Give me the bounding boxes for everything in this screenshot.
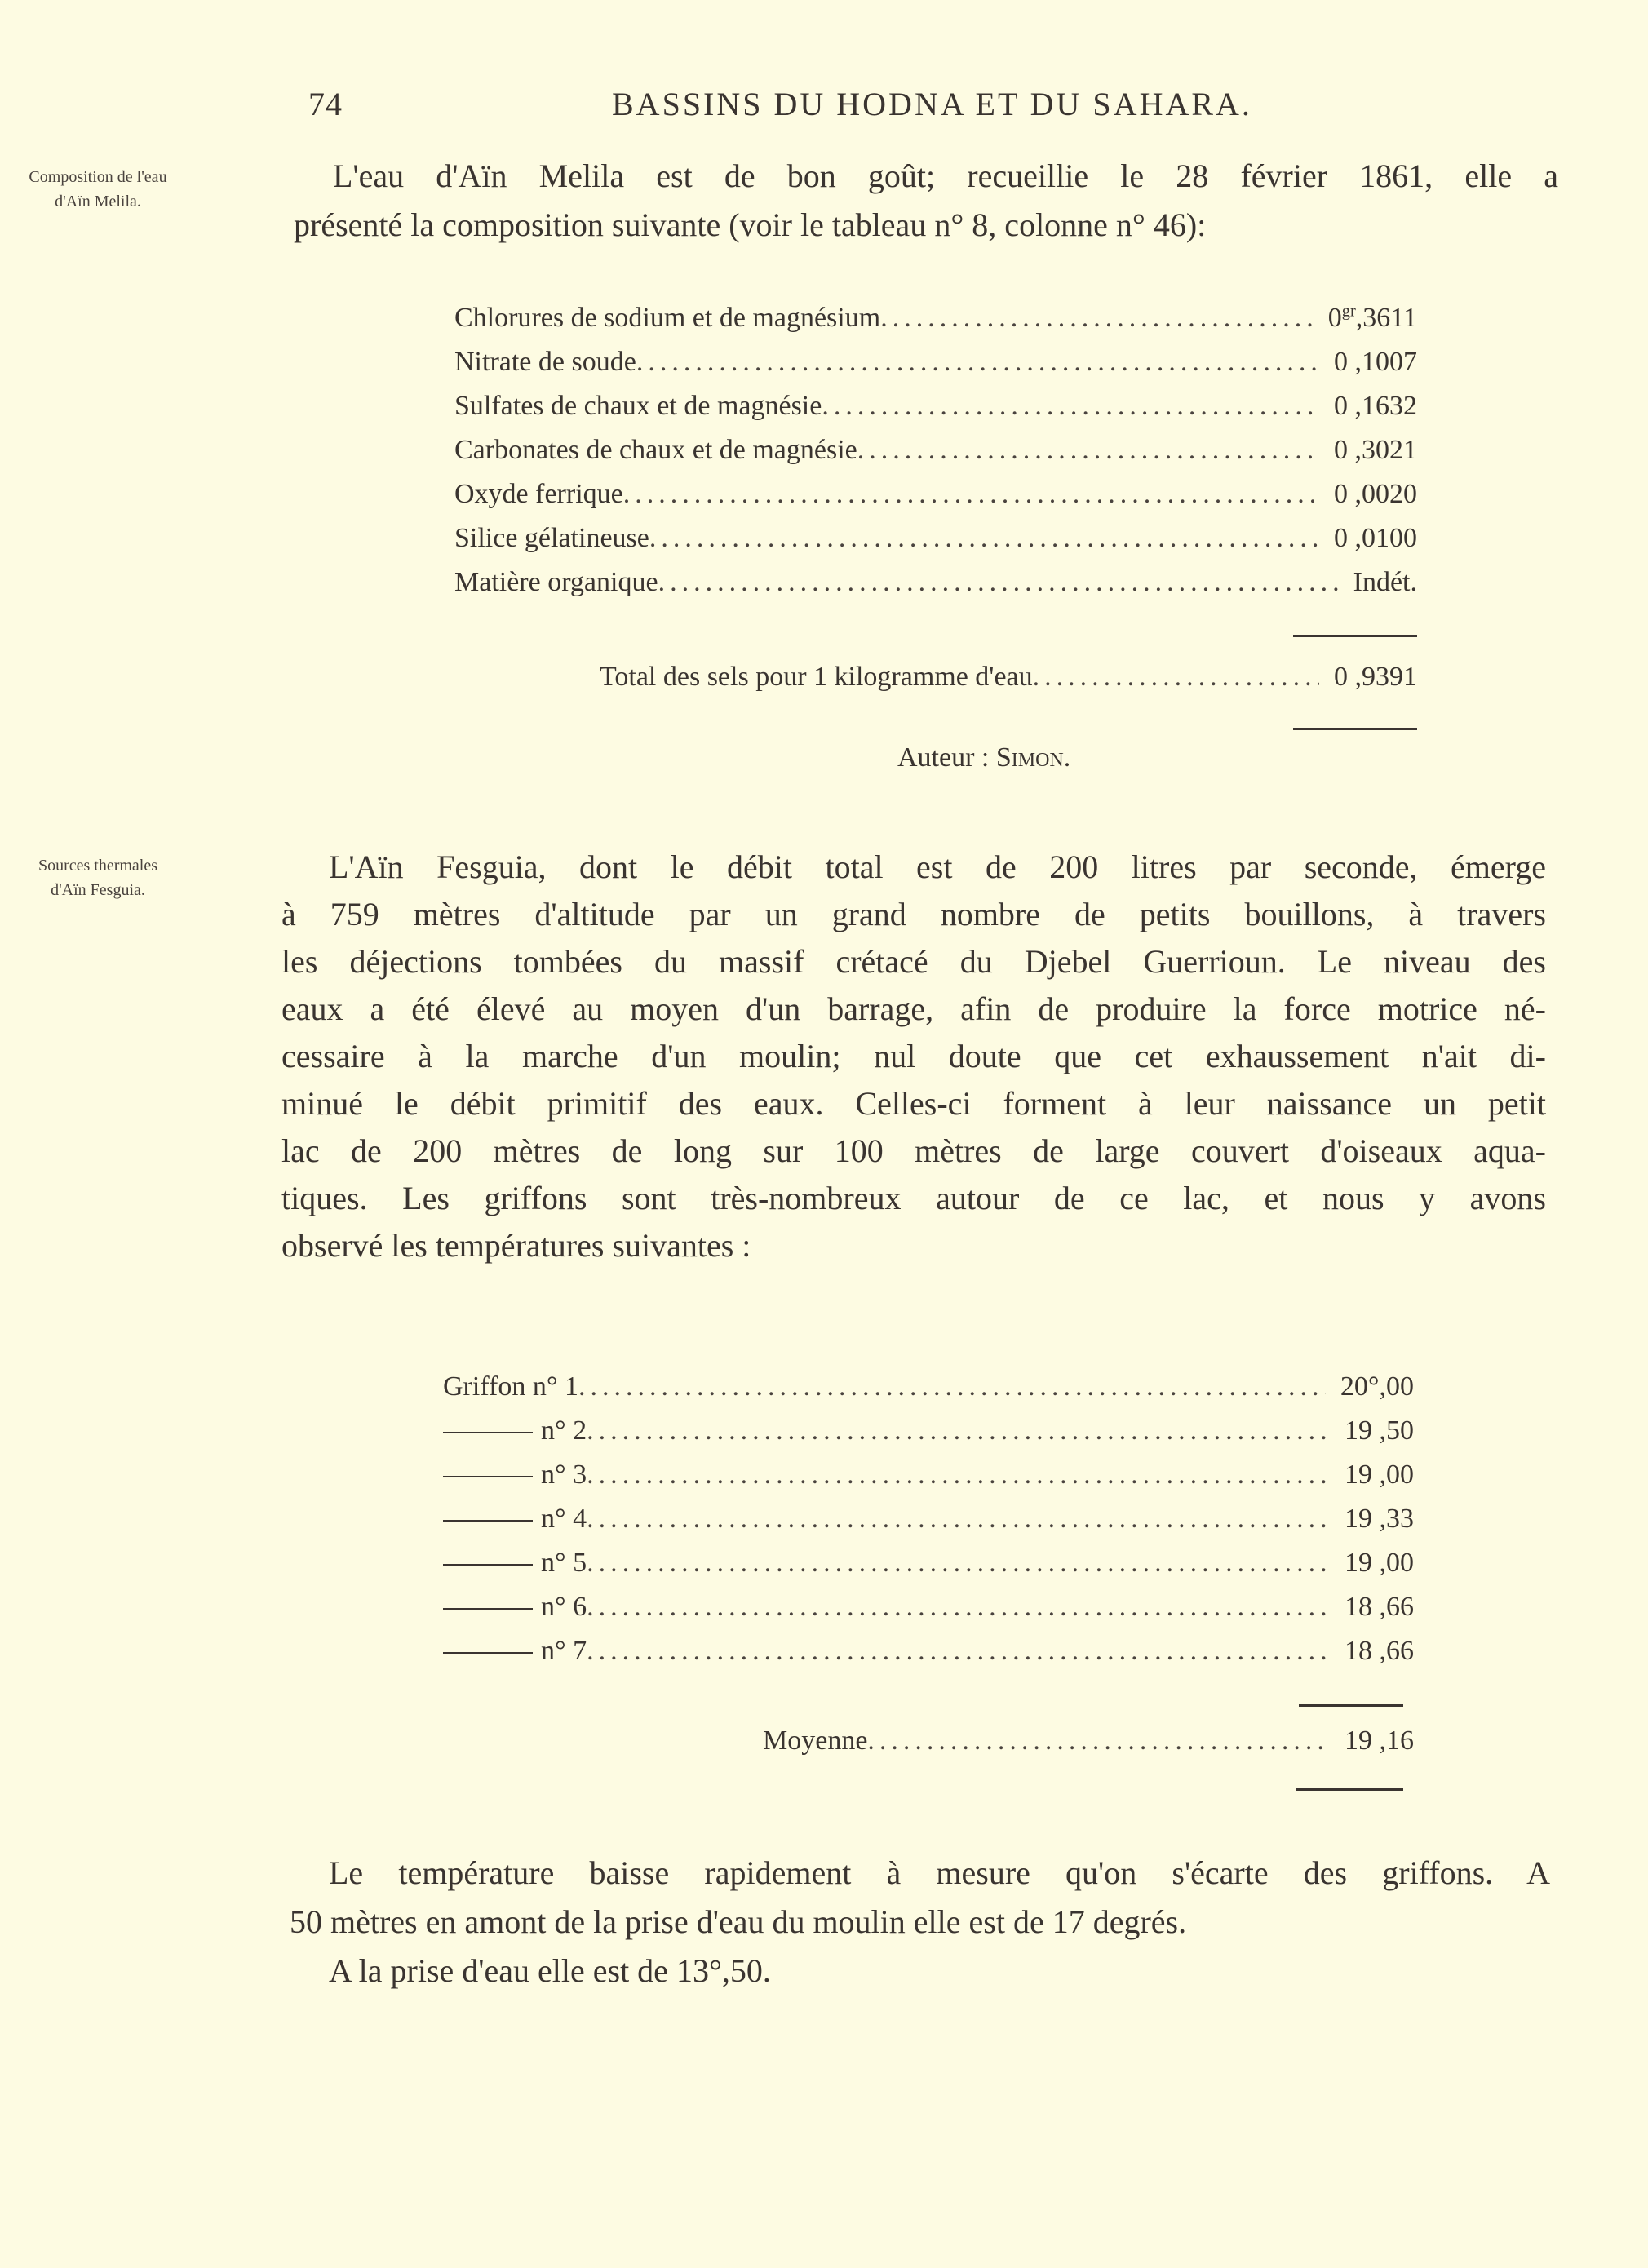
paragraph-line: eaux a été élevé au moyen d'un barrage, afin de produire la force motrice né-: [281, 990, 1546, 1027]
total-row: [600, 658, 1417, 697]
ditto-dash: [443, 1432, 533, 1433]
leader-dots: [880, 299, 1314, 338]
leader-dots: [578, 1367, 1326, 1406]
row-label: Chlorures de sodium et de magnésium: [454, 303, 881, 333]
leader-dots: [587, 1588, 1330, 1627]
paragraph-line: tiques. Les griffons sont très-nombreux autour de ce lac, et nous y avons: [281, 1180, 1546, 1216]
paragraph-line: présenté la composition suivante (voir le tableau n° 8, colonne n° 46):: [294, 206, 1207, 243]
row-value: 0 ,3021: [1334, 435, 1417, 465]
mean-rule: [1296, 1788, 1403, 1791]
mean-value: 19 ,16: [1345, 1725, 1414, 1756]
mean-label: Moyenne: [763, 1725, 868, 1756]
row-label: Matière organique: [454, 567, 658, 597]
leader-dots: [636, 343, 1319, 382]
author-credit: [897, 742, 1070, 773]
paragraph-line: cessaire à la marche d'un moulin; nul doute que cet exhaussement n'ait di-: [281, 1038, 1546, 1074]
row-label: Oxyde ferrique: [454, 479, 623, 509]
margin-note-line: d'Aïn Melila.: [55, 193, 141, 210]
row-value: 20°,00: [1340, 1371, 1414, 1402]
row-value: 0 ,0100: [1334, 523, 1417, 553]
table-row: [454, 563, 1417, 602]
leader-dots: [658, 563, 1339, 602]
table-row: [443, 1632, 1414, 1671]
page-number: 74: [308, 86, 343, 122]
table-row: [443, 1544, 1414, 1583]
paragraph-ain-fesguia: [281, 844, 1546, 1269]
table-row: [454, 519, 1417, 558]
ditto-dash: [443, 1608, 533, 1610]
margin-note-line: Sources thermales: [38, 857, 158, 875]
row-value: 19 ,50: [1345, 1415, 1414, 1446]
paragraph-line: A la prise d'eau elle est de 13°,50.: [329, 1952, 771, 1989]
leader-dots: [587, 1455, 1330, 1495]
row-value: 18 ,66: [1345, 1636, 1414, 1666]
row-value: 18 ,66: [1345, 1592, 1414, 1622]
leader-dots: [587, 1411, 1330, 1451]
paragraph-line: Le température baisse rapidement à mesure qu'on s'écarte des griffons. A: [329, 1854, 1550, 1891]
paragraph-line: observé les températures suivantes :: [281, 1227, 751, 1264]
row-value: 0 ,1007: [1334, 347, 1417, 377]
row-label: Silice gélatineuse: [454, 523, 649, 553]
table-row: [443, 1455, 1414, 1495]
author-name: Simon.: [995, 742, 1071, 773]
row-value: $0^{gr},3611$: [1327, 302, 1417, 333]
paragraph-line: à 759 mètres d'altitude par un grand nombre de petits bouillons, à travers: [281, 896, 1546, 932]
leader-dots: [1033, 658, 1319, 697]
leader-dots: [623, 475, 1319, 514]
sum-rule: [1299, 1704, 1403, 1707]
table-row: [454, 475, 1417, 514]
row-value: 19 ,00: [1345, 1548, 1414, 1578]
total-value: 0 ,9391: [1334, 662, 1417, 692]
row-label: n° 5: [443, 1544, 587, 1583]
row-label: Nitrate de soude: [454, 347, 636, 377]
running-title: BASSINS DU HODNA ET DU SAHARA.: [612, 86, 1252, 122]
total-rule: [1293, 728, 1417, 730]
margin-note-composition: [0, 165, 196, 214]
row-label: Sulfates de chaux et de magnésie: [454, 391, 822, 421]
leader-dots: [822, 387, 1319, 426]
table-row: [443, 1367, 1414, 1406]
sum-rule: [1293, 635, 1417, 637]
row-value: 19 ,00: [1345, 1460, 1414, 1490]
paragraph-line: minué le débit primitif des eaux. Celles-ci forment à leur naissance un petit: [281, 1085, 1546, 1122]
table-row: [454, 431, 1417, 470]
margin-note-line: d'Aïn Fesguia.: [51, 881, 145, 899]
paragraph-line: les déjections tombées du massif crétacé du Djebel Guerrioun. Le niveau des: [281, 943, 1546, 980]
table-row: [443, 1411, 1414, 1451]
row-label: n° 2: [443, 1411, 587, 1451]
row-label: n° 4: [443, 1499, 587, 1539]
ditto-dash: [443, 1652, 533, 1654]
row-value: 19 ,33: [1345, 1504, 1414, 1534]
margin-note-sources: [0, 853, 196, 902]
row-value: 0 ,0020: [1334, 479, 1417, 509]
ditto-dash: [443, 1476, 533, 1477]
paragraph-line: L'Aïn Fesguia, dont le débit total est de 200 litres par seconde, émerge: [329, 848, 1546, 885]
paragraph-line: 50 mètres en amont de la prise d'eau du moulin elle est de 17 degrés.: [290, 1903, 1187, 1940]
row-label: n° 7: [443, 1632, 587, 1671]
leader-dots: [649, 519, 1319, 558]
row-value: Indét.: [1353, 567, 1417, 597]
row-label: n° 6: [443, 1588, 587, 1627]
leader-dots: [587, 1499, 1330, 1539]
mean-row: [763, 1721, 1414, 1761]
leader-dots: [857, 431, 1319, 470]
margin-note-line: Composition de l'eau: [29, 168, 167, 186]
author-label: Auteur :: [897, 742, 996, 773]
leader-dots: [867, 1721, 1330, 1761]
row-label: n° 3: [443, 1455, 587, 1495]
paragraph-ain-melila: [294, 152, 1558, 250]
total-label: Total des sels pour 1 kilogramme d'eau: [600, 662, 1033, 692]
table-row: [454, 343, 1417, 382]
row-label: Carbonates de chaux et de magnésie: [454, 435, 857, 465]
paragraph-line: L'eau d'Aïn Melila est de bon goût; recueillie le 28 février 1861, elle a: [333, 157, 1558, 194]
ditto-dash: [443, 1520, 533, 1522]
table-row: [443, 1588, 1414, 1627]
table-row: [454, 387, 1417, 426]
ditto-dash: [443, 1564, 533, 1566]
leader-dots: [587, 1632, 1330, 1671]
table-row: [443, 1499, 1414, 1539]
row-label: Griffon n° 1: [443, 1371, 578, 1402]
leader-dots: [587, 1544, 1330, 1583]
table-row: [454, 299, 1417, 338]
paragraph-line: lac de 200 mètres de long sur 100 mètres de large couvert d'oiseaux aqua-: [281, 1132, 1546, 1169]
row-value: 0 ,1632: [1334, 391, 1417, 421]
paragraph-closing: [290, 1849, 1550, 1996]
